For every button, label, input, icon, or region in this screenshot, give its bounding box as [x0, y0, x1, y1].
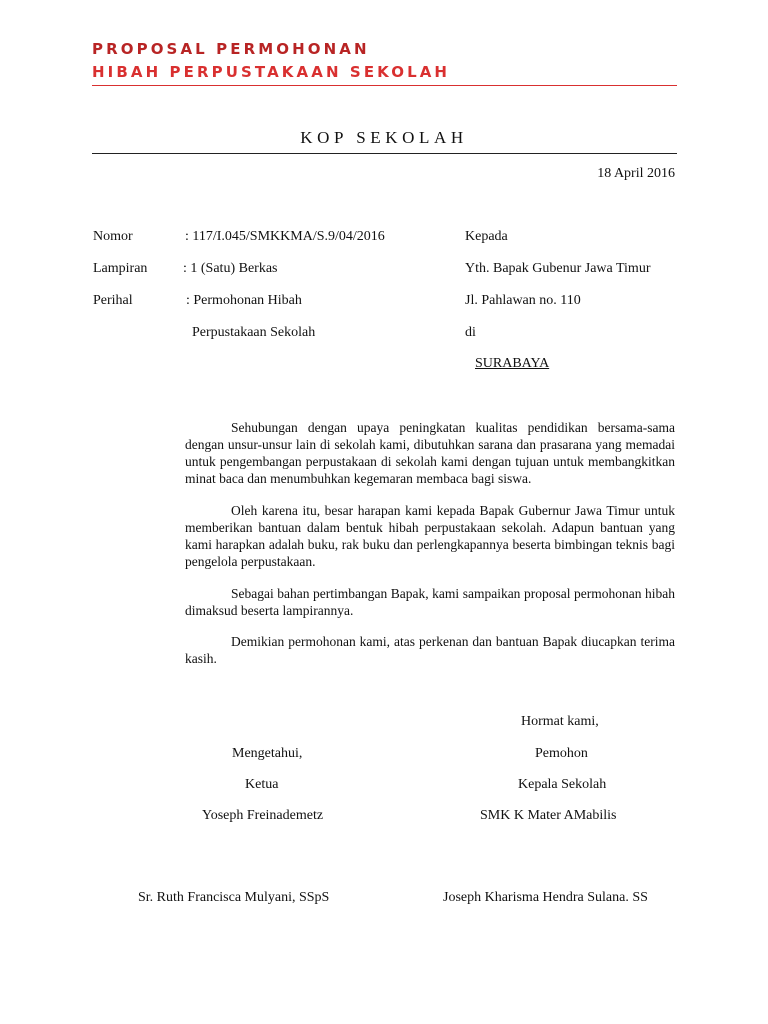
closing-hormat: Hormat kami, — [521, 714, 599, 729]
left-org: Yoseph Freinademetz — [202, 808, 324, 823]
letterhead-divider — [92, 153, 677, 154]
paragraph-2 — [185, 502, 675, 570]
paragraph-2-text: Oleh karena itu, besar harapan kami kepada Bapak Gubernur Jawa Timur untuk memberikan bantuan dalam bentuk hibah perpustakaan sekolah. Adapun bantuan yang kami harapkan adalah buku, rak buku dan perlengkapannya beserta bimbingan teknis bagi pengelola perpustakaan. — [185, 503, 675, 569]
left-signatory-name: Sr. Ruth Francisca Mulyani, SSpS — [138, 890, 330, 905]
right-org: SMK K Mater AMabilis — [480, 808, 617, 823]
recipient-line1: Kepada — [465, 229, 508, 244]
right-role: Pemohon — [535, 746, 588, 761]
lampiran-value: : 1 (Satu) Berkas — [183, 261, 278, 276]
header-divider — [92, 85, 677, 86]
paragraph-3-text: Sebagai bahan pertimbangan Bapak, kami sampaikan proposal permohonan hibah dimaksud beserta lampirannya. — [185, 586, 675, 618]
proposal-title-line2: HIBAH PERPUSTAKAAN SEKOLAH — [92, 63, 451, 81]
right-signatory-name: Joseph Kharisma Hendra Sulana. SS — [443, 890, 648, 905]
left-title: Ketua — [245, 777, 279, 792]
right-title: Kepala Sekolah — [518, 777, 607, 792]
nomor-value: : 117/I.045/SMKKMA/S.9/04/2016 — [185, 229, 385, 244]
letterhead-title: KOP SEKOLAH — [300, 128, 468, 147]
recipient-line3: Jl. Pahlawan no. 110 — [465, 293, 581, 308]
perihal-value: : Permohonan Hibah — [186, 293, 302, 308]
paragraph-4 — [185, 633, 675, 667]
recipient-city: SURABAYA — [475, 356, 550, 371]
paragraph-1 — [185, 419, 675, 487]
paragraph-1-text: Sehubungan dengan upaya peningkatan kualitas pendidikan bersama-sama dengan unsur-unsur lain di sekolah kami, dibutuhkan sarana dan prasarana yang memadai untuk pengembangan perpustakaan di sekolah kami dengan tujuan untuk membangkitkan minat baca dan menumbuhkan kegemaran membaca bagi siswa. — [185, 420, 675, 486]
left-role: Mengetahui, — [232, 746, 303, 761]
perihal-value-cont: Perpustakaan Sekolah — [192, 325, 316, 340]
recipient-line4: di — [465, 325, 476, 340]
lampiran-label: Lampiran — [93, 261, 148, 276]
perihal-label: Perihal — [93, 293, 133, 308]
nomor-label: Nomor — [93, 229, 133, 244]
proposal-title-line1: PROPOSAL PERMOHONAN — [92, 40, 370, 58]
letter-date: 18 April 2016 — [597, 166, 675, 181]
paragraph-4-text: Demikian permohonan kami, atas perkenan dan bantuan Bapak diucapkan terima kasih. — [185, 634, 675, 666]
recipient-line2: Yth. Bapak Gubenur Jawa Timur — [465, 261, 651, 276]
paragraph-3 — [185, 585, 675, 619]
